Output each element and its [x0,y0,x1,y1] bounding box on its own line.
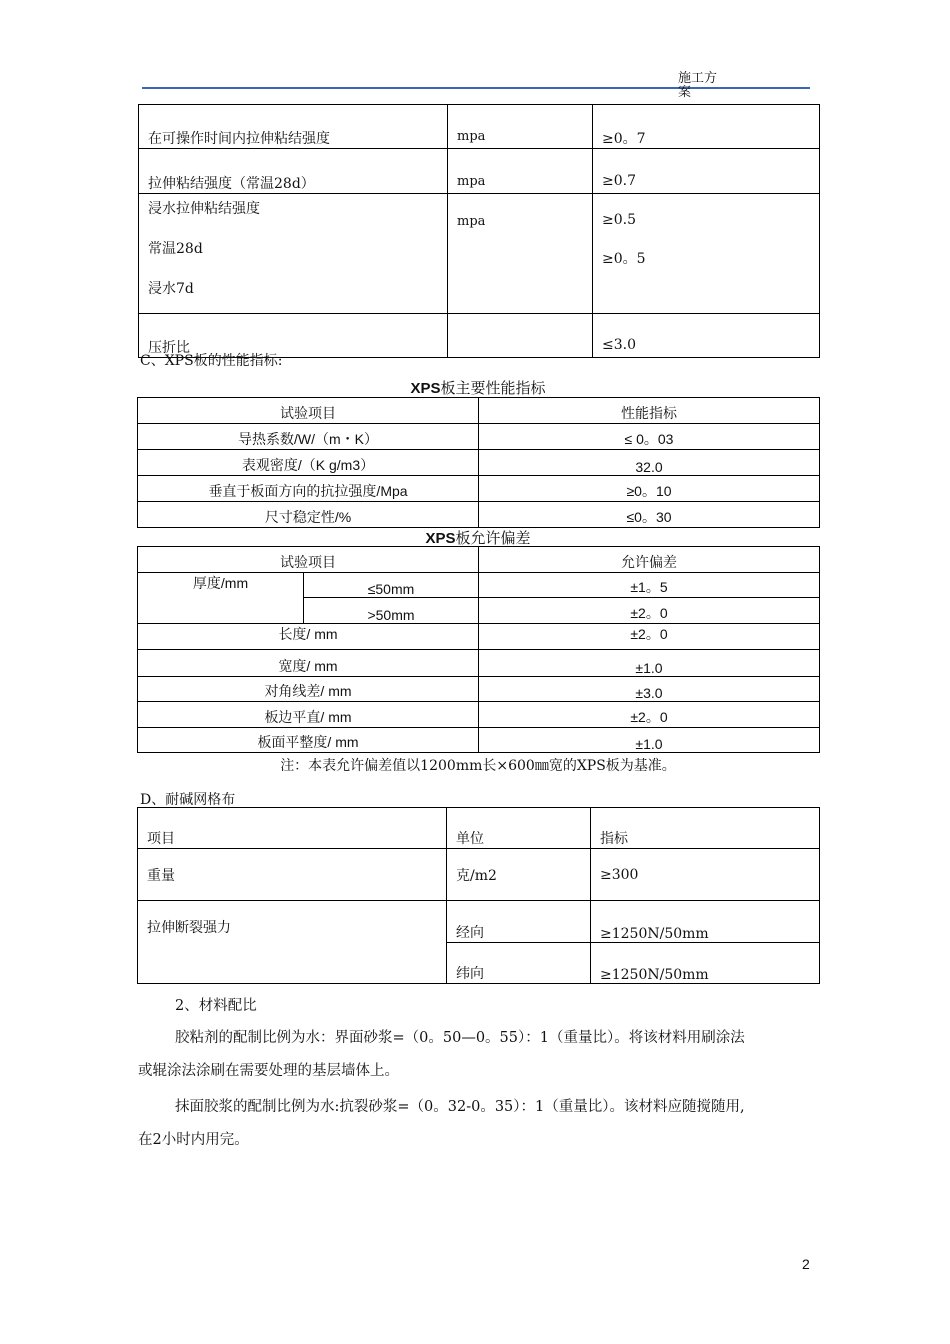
xps-tolerance-table [137,546,820,753]
caption-bold: XPS [410,380,441,397]
table-cell: 垂直于板面方向的抗拉强度/Mpa [138,476,479,502]
table-cell: 经向 [447,901,591,943]
table-row [138,901,820,943]
xps-tol-caption [137,527,819,548]
caption-rest: 板允许偏差 [455,529,531,547]
table-cell: ≤ 0。03 [479,424,820,450]
table-header-row [138,398,820,424]
table-cell: 厚度/mm [138,573,304,624]
table-row [139,149,820,194]
table-cell: ±1.0 [479,650,820,677]
header-title: 施工方案 [678,71,718,100]
table-cell: 拉伸粘结强度（常温28d） [148,176,315,192]
paragraph-adhesive-line1: 胶粘剂的配制比例为水：界面砂浆=（0。50—0。55）：1（重量比）。将该材料用刷涂法 [175,1030,745,1046]
table-cell: ≤0。30 [479,502,820,528]
table-cell: 板面平整度/ mm [138,728,479,753]
table-cell: ≥0.5 [602,212,636,228]
table-cell: ≤50mm [304,573,479,598]
table-cell: mpa [457,129,486,144]
table-row [138,728,820,753]
section-2-heading: 2、材料配比 [175,998,257,1014]
table-cell [448,314,592,337]
table-row [138,650,820,677]
table-cell: 长度/ mm [138,624,479,650]
table-cell: ≥0。5 [602,251,646,267]
table-cell: ≥300 [591,849,820,901]
caption-bold: XPS [425,530,456,547]
table-cell: 在可操作时间内拉伸粘结强度 [148,131,330,147]
table-cell: ±1。5 [479,573,820,598]
column-header: 单位 [447,808,591,849]
table-cell: ±2。0 [479,702,820,728]
caption-rest: 板主要性能指标 [440,379,546,397]
table-row [138,502,820,528]
table-cell: 重量 [138,849,447,901]
table-cell: 浸水拉伸粘结强度 [148,201,260,217]
paragraph-mortar-line2: 在2小时内用完。 [138,1132,249,1148]
table-cell: >50mm [304,598,479,624]
table-row [138,849,820,901]
table-cell: 压折比 [148,340,190,356]
table-cell: ≤3.0 [602,337,636,353]
table-row [138,624,820,650]
table-cell: ≥0。7 [602,131,646,147]
table-row [138,677,820,702]
table-cell: 表观密度/（K g/m3） [138,450,479,476]
column-header: 项目 [138,808,447,849]
table-row [138,476,820,502]
table-cell: ≥1250N/50mm [591,901,820,943]
table-cell: ±2。0 [479,624,820,650]
table-row [138,450,820,476]
page-number: 2 [802,1256,810,1272]
table-cell: 对角线差/ mm [138,677,479,702]
table-cell: 尺寸稳定性/% [138,502,479,528]
table-cell: 拉伸断裂强力 [138,901,447,984]
table-cell: 克/m2 [447,849,591,901]
table-cell: ±2。0 [479,598,820,624]
table-cell: 常温28d [148,241,203,257]
table-cell: 导热系数/W/（m・K） [138,424,479,450]
table-row [138,573,820,598]
adhesive-table [138,104,820,358]
table-cell: ≥0.7 [602,173,636,189]
table-row [139,105,820,149]
xps-tolerance-note: 注：本表允许偏差值以1200mm长×600㎜宽的XPS板为基准。 [280,758,676,774]
section-c-heading: C、XPS板的性能指标: [140,353,283,369]
table-cell: mpa [457,174,486,189]
column-header: 允许偏差 [479,547,820,573]
table-row [139,194,820,314]
table-cell: 32.0 [479,450,820,476]
column-header: 指标 [591,808,820,849]
table-header-row [138,808,820,849]
table-cell: ≥1250N/50mm [591,943,820,984]
table-cell: 宽度/ mm [138,650,479,677]
xps-perf-caption [137,377,819,398]
table-cell: 纬向 [447,943,591,984]
mesh-table [137,807,820,984]
table-cell: 浸水7d [148,281,194,297]
column-header: 试验项目 [138,398,479,424]
paragraph-mortar-line1: 抹面胶浆的配制比例为水:抗裂砂浆=（0。32-0。35）：1（重量比）。该材料应随搅随用, [175,1099,745,1115]
xps-performance-table [137,397,820,528]
column-header: 性能指标 [479,398,820,424]
table-row [138,702,820,728]
section-d-heading: D、耐碱网格布 [140,792,236,808]
table-cell: ≥0。10 [479,476,820,502]
column-header: 试验项目 [138,547,479,573]
table-row [138,424,820,450]
table-cell: ±3.0 [479,677,820,702]
paragraph-adhesive-line2: 或辊涂法涂刷在需要处理的基层墙体上。 [138,1063,399,1079]
table-header-row [138,547,820,573]
table-cell: 板边平直/ mm [138,702,479,728]
table-cell: ±1.0 [479,728,820,753]
table-cell: mpa [457,214,486,229]
